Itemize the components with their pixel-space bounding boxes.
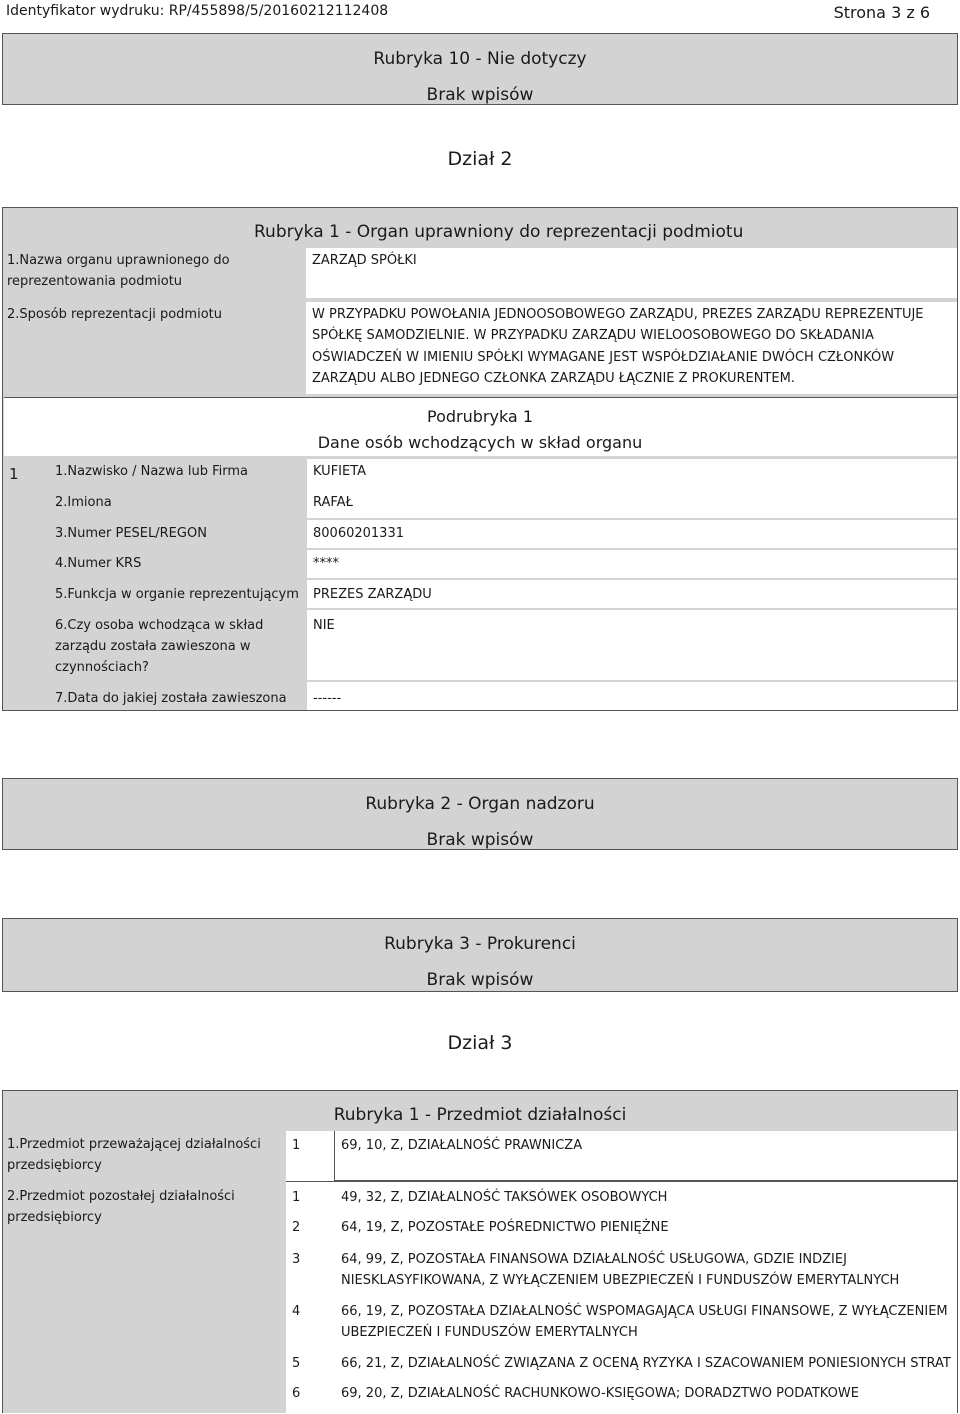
rubryka10-box — [2, 33, 958, 105]
rubryka2-title: Rubryka 2 - Organ nadzoru — [365, 794, 595, 814]
rubryka3-status: Brak wpisów — [426, 970, 534, 990]
rubryka1-title: Rubryka 1 - Organ uprawniony do reprezentacji podmiotu — [254, 222, 744, 242]
organ-value: ZARZĄD SPÓŁKI — [312, 253, 417, 268]
pozostala-no: 6 — [292, 1386, 301, 1401]
value-cell-7 — [307, 682, 957, 710]
field-label-krs: 4.Numer KRS — [55, 556, 142, 571]
field-label-imiona: 2.Imiona — [55, 495, 112, 510]
rubryka3-box — [2, 918, 958, 992]
field-value-zawieszona: NIE — [313, 618, 335, 633]
sposob-value: W PRZYPADKU POWOŁANIA JEDNOOSOBOWEGO ZARZĄDU, PREZES ZARZĄDU REPREZENTUJE SPÓŁKĘ SAMODZIELNIE. W PRZYPADKU ZARZĄDU WIELOOSOBOWEGO DO SKŁADANIA OŚWIADCZEŃ W IMIENIU SPÓŁKI WYMAGANE JEST WSPÓŁDZIAŁANIE DWÓCH CZŁONKÓW ZARZĄDU ALBO JEDNEGO CZŁONKA ZARZĄDU ŁĄCZNIE Z PROKURENTEM. — [312, 307, 924, 386]
rubryka10-title: Rubryka 10 - Nie dotyczy — [373, 49, 587, 69]
person-index: 1 — [9, 465, 19, 483]
rubryka2-status: Brak wpisów — [426, 830, 534, 850]
przedmiot-divider — [286, 1181, 958, 1182]
pozostala-text: 49, 32, Z, DZIAŁALNOŚĆ TAKSÓWEK OSOBOWYCH — [341, 1190, 668, 1205]
pozostala-text: 66, 21, Z, DZIAŁALNOŚĆ ZWIĄZANA Z OCENĄ RYZYKA I SZACOWANIEM PONIESIONYCH STRAT — [341, 1356, 951, 1371]
pozostala-no: 2 — [292, 1220, 301, 1235]
page-number: Strona 3 z 6 — [833, 3, 930, 22]
przedmiot-title: Rubryka 1 - Przedmiot działalności — [333, 1105, 627, 1125]
value-cell-1 — [307, 459, 957, 518]
field-label-nazwisko: 1.Nazwisko / Nazwa lub Firma — [55, 464, 248, 479]
rubryka3-title: Rubryka 3 - Prokurenci — [384, 934, 576, 954]
przewazajaca-no: 1 — [292, 1138, 301, 1153]
value-cell-4 — [307, 550, 957, 578]
pozostala-text: 64, 99, Z, POZOSTAŁA FINANSOWA DZIAŁALNOŚĆ USŁUGOWA, GDZIE INDZIEJ NIESKLASYFIKOWANA, Z WYŁĄCZENIEM UBEZPIECZEŃ I FUNDUSZÓW EMERYTALNYCH — [341, 1252, 900, 1289]
przewazajaca-label: 1.Przedmiot przeważającej działalności przedsiębiorcy — [7, 1137, 261, 1174]
organ-label: 1.Nazwa organu uprawnionego do reprezentowania podmiotu — [7, 253, 230, 290]
pozostala-text: 64, 19, Z, POZOSTAŁE POŚREDNICTWO PIENIĘŻNE — [341, 1220, 669, 1235]
pozostala-text: 66, 19, Z, POZOSTAŁA DZIAŁALNOŚĆ WSPOMAGAJĄCA USŁUGI FINANSOWE, Z WYŁĄCZENIEM UBEZPIECZEŃ I FUNDUSZÓW EMERYTALNYCH — [341, 1304, 948, 1341]
field-label-zawieszona: 6.Czy osoba wchodząca w skład zarządu została zawieszona w czynnościach? — [55, 618, 264, 676]
rubryka10-status: Brak wpisów — [426, 85, 534, 105]
value-cell-6 — [307, 610, 957, 680]
pozostala-no: 4 — [292, 1304, 301, 1319]
podrubryka1-subtitle: Dane osób wchodzących w skład organu — [317, 433, 643, 452]
sposob-label: 2.Sposób reprezentacji podmiotu — [7, 307, 222, 322]
przewazajaca-text: 69, 10, Z, DZIAŁALNOŚĆ PRAWNICZA — [341, 1138, 583, 1153]
field-label-pesel: 3.Numer PESEL/REGON — [55, 526, 207, 541]
field-value-nazwisko: KUFIETA — [313, 464, 367, 479]
field-value-krs: **** — [313, 556, 339, 571]
rubryka1-organ-box — [2, 207, 958, 711]
dzial2-title: Dział 2 — [447, 148, 513, 170]
pozostala-no: 3 — [292, 1252, 301, 1267]
field-value-pesel: 80060201331 — [313, 526, 404, 541]
rubryka1-przedmiot-box — [2, 1090, 958, 1413]
field-value-data: ------ — [313, 691, 342, 706]
field-value-funkcja: PREZES ZARZĄDU — [313, 587, 432, 602]
podrubryka1-title: Podrubryka 1 — [427, 407, 533, 426]
field-value-imiona: RAFAŁ — [313, 495, 353, 510]
sposob-value-cell — [306, 302, 957, 394]
rubryka2-box — [2, 778, 958, 850]
field-label-data: 7.Data do jakiej została zawieszona — [55, 691, 287, 706]
pozostala-no: 1 — [292, 1190, 301, 1205]
organ-value-cell — [306, 248, 957, 298]
pozostala-no: 5 — [292, 1356, 301, 1371]
print-id: Identyfikator wydruku: RP/455898/5/20160212112408 — [6, 3, 389, 19]
dzial3-title: Dział 3 — [447, 1032, 513, 1054]
pozostala-label: 2.Przedmiot pozostałej działalności przedsiębiorcy — [7, 1189, 235, 1226]
field-label-funkcja: 5.Funkcja w organie reprezentującym — [55, 587, 299, 602]
value-cell-3 — [307, 520, 957, 548]
pozostala-text: 69, 20, Z, DZIAŁALNOŚĆ RACHUNKOWO-KSIĘGOWA; DORADZTWO PODATKOWE — [341, 1386, 859, 1401]
